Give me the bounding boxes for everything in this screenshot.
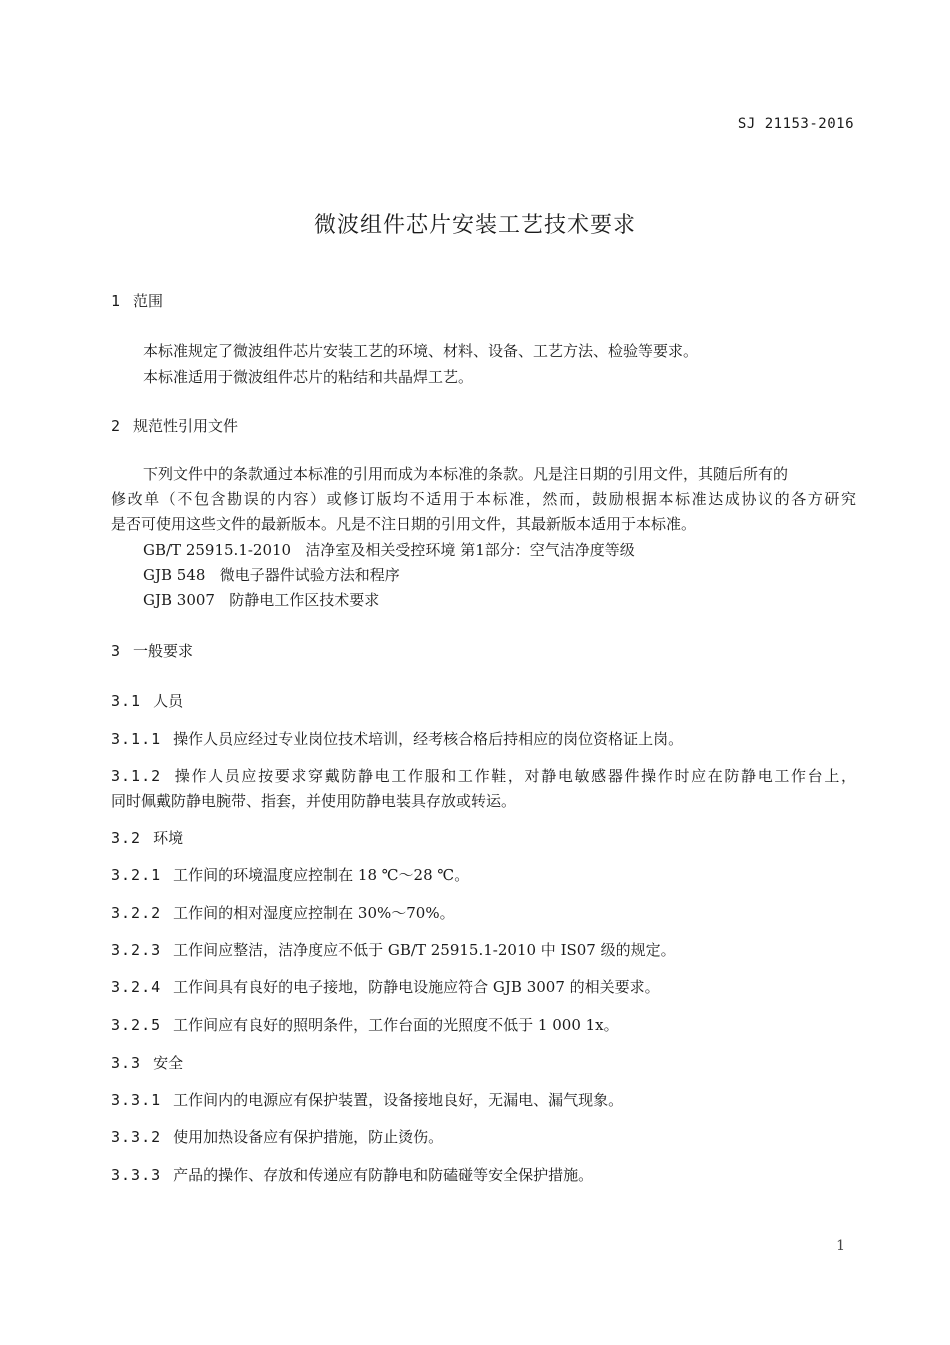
clause-text: 工作间的环境温度应控制在 18 ℃～28 ℃。 (173, 866, 470, 884)
section-title: 规范性引用文件 (133, 417, 239, 435)
subsection-3-3-heading (111, 1052, 183, 1073)
section-number: 2 (111, 417, 122, 435)
clause (111, 1126, 443, 1147)
paragraph-line: 修改单（不包含勘误的内容）或修订版均不适用于本标准，然而，鼓励根据本标准达成协议的各方研究 (111, 490, 856, 508)
paragraph-line: 是否可使用这些文件的最新版本。凡是不注日期的引用文件，其最新版本适用于本标准。 (111, 515, 697, 533)
clause-number: 3.2.2 (111, 904, 162, 922)
clause (111, 728, 683, 749)
reference-item (143, 539, 635, 560)
reference-name: 微电子器件试验方法和程序 (219, 566, 400, 584)
section-title: 安全 (153, 1054, 184, 1072)
section-title: 环境 (153, 829, 184, 847)
reference-code: GJB 548 (143, 566, 206, 584)
subsection-3-1-heading (111, 690, 183, 711)
paragraph: 本标准适用于微波组件芯片的粘结和共晶焊工艺。 (143, 368, 474, 386)
paragraph-line: 下列文件中的条款通过本标准的引用而成为本标准的条款。凡是注日期的引用文件，其随后所有的 (143, 465, 789, 483)
clause-continuation: 同时佩戴防静电腕带、指套，并使用防静电装具存放或转运。 (111, 792, 517, 810)
clause (111, 1164, 593, 1185)
clause (111, 765, 856, 786)
clause-number: 3.2.3 (111, 941, 162, 959)
clause-text: 使用加热设备应有保护措施，防止烫伤。 (173, 1128, 444, 1146)
clause (111, 902, 455, 923)
clause (111, 1014, 619, 1035)
clause (111, 864, 469, 885)
clause-text: 操作人员应按要求穿戴防静电工作服和工作鞋，对静电敏感器件操作时应在防静电工作台上， (173, 767, 856, 785)
section-number: 3 (111, 642, 122, 660)
clause-text: 产品的操作、存放和传递应有防静电和防磕碰等安全保护措施。 (173, 1166, 594, 1184)
clause-number: 3.1.2 (111, 767, 162, 785)
clause-text: 工作间具有良好的电子接地，防静电设施应符合 GJB 3007 的相关要求。 (173, 978, 660, 996)
clause-text: 操作人员应经过专业岗位技术培训，经考核合格后持相应的岗位资格证上岗。 (173, 730, 684, 748)
clause-number: 3.2.5 (111, 1016, 162, 1034)
page-number: 1 (836, 1238, 845, 1254)
section-number: 3.1 (111, 692, 142, 710)
clause-number: 3.3.2 (111, 1128, 162, 1146)
clause-text: 工作间应整洁，洁净度应不低于 GB/T 25915.1-2010 中 IS07 级的规定。 (173, 941, 676, 959)
subsection-3-2-heading (111, 827, 183, 848)
clause (111, 939, 676, 960)
clause-number: 3.2.4 (111, 978, 162, 996)
clause-text: 工作间应有良好的照明条件，工作台面的光照度不低于 1 000 1x。 (173, 1016, 619, 1034)
reference-name: 防静电工作区技术要求 (229, 591, 380, 609)
clause-number: 3.2.1 (111, 866, 162, 884)
clause-number: 3.3.1 (111, 1091, 162, 1109)
paragraph: 本标准规定了微波组件芯片安装工艺的环境、材料、设备、工艺方法、检验等要求。 (143, 342, 699, 360)
reference-code: GJB 3007 (143, 591, 215, 609)
reference-item (143, 564, 400, 585)
reference-name: 洁净室及相关受控环境 第1部分：空气洁净度等级 (305, 541, 635, 559)
clause-text: 工作间内的电源应有保护装置，设备接地良好，无漏电、漏气现象。 (173, 1091, 624, 1109)
reference-item (143, 589, 379, 610)
section-title: 人员 (153, 692, 184, 710)
reference-code: GB/T 25915.1-2010 (143, 541, 292, 559)
clause-number: 3.1.1 (111, 730, 162, 748)
section-number: 1 (111, 292, 122, 310)
clause (111, 1089, 623, 1110)
clause-number: 3.3.3 (111, 1166, 162, 1184)
document-title: 微波组件芯片安装工艺技术要求 (313, 213, 636, 238)
standard-number: SJ 21153-2016 (737, 116, 854, 132)
section-2-heading (111, 415, 238, 436)
clause-text: 工作间的相对湿度应控制在 30%～70%。 (173, 904, 455, 922)
section-1-heading (111, 290, 163, 311)
section-number: 3.3 (111, 1054, 142, 1072)
section-title: 一般要求 (133, 642, 194, 660)
clause (111, 976, 660, 997)
section-title: 范围 (133, 292, 164, 310)
section-number: 3.2 (111, 829, 142, 847)
section-3-heading (111, 640, 193, 661)
